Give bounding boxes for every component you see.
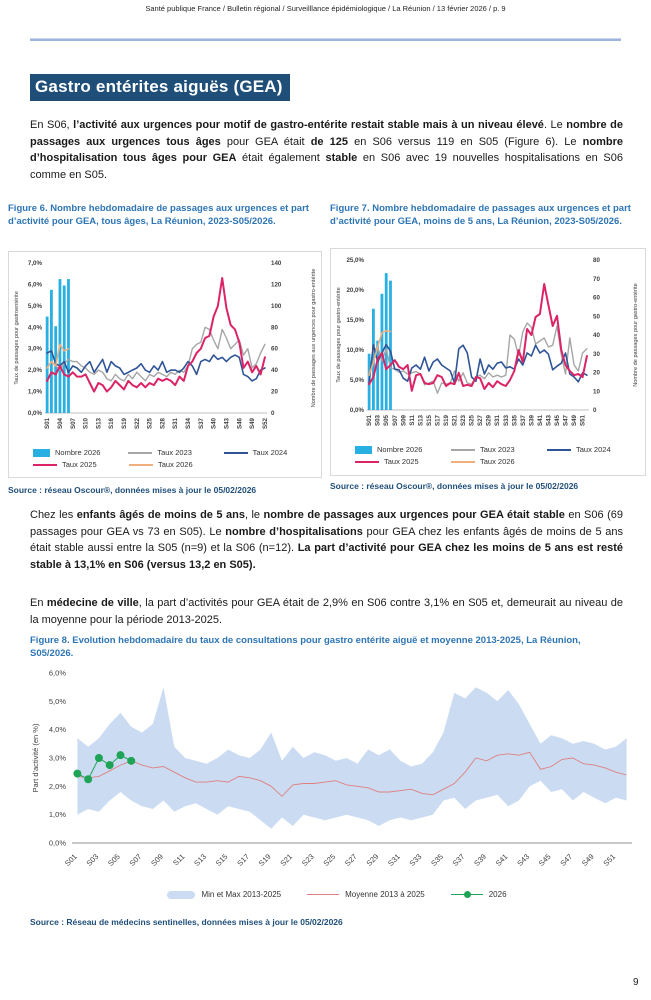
paragraph-medecine-ville: En médecine de ville, la part d’activités pour GEA était de 2,9% en S06 contre 3,1% en S05 et, demeurait au niveau de la moyenne pour la période 2013-2025. <box>30 597 624 626</box>
legend-item: Nombre 2026 <box>355 445 451 454</box>
svg-text:20: 20 <box>271 388 278 396</box>
figure6-source: Source : réseau Oscour®, données mises à jour le 05/02/2026 <box>8 485 257 495</box>
paragraph-urgences: En S06, l’activité aux urgences pour motif de gastro-entérite restait stable mais à un niveau élevé. Le nombre de passages aux urgences tous âges pour GEA était de 125 en S06 versus 119 en S05 (Figure 6). Le nombre d’hospitalisation tous âges pour GEA était également stable en S06 avec 19 nouvelles hospitalisations en S06 comme en S05. <box>30 119 624 181</box>
svg-text:S40: S40 <box>210 418 218 430</box>
svg-text:3,0%: 3,0% <box>27 345 42 353</box>
svg-text:S43: S43 <box>545 415 553 427</box>
svg-text:4,0%: 4,0% <box>48 725 66 735</box>
svg-text:S04: S04 <box>56 418 64 430</box>
figure6-chart <box>11 255 319 469</box>
svg-text:S45: S45 <box>536 852 553 868</box>
svg-text:S15: S15 <box>425 415 433 427</box>
svg-text:S03: S03 <box>84 852 101 868</box>
page-header: Santé publique France / Bulletin régional / Surveilllance épidémiologique / La Réunion / 13 février 2026 / p. 9 <box>145 4 506 13</box>
legend-item: Taux 2023 <box>128 448 223 457</box>
svg-text:60: 60 <box>271 345 278 353</box>
svg-text:S37: S37 <box>450 852 467 868</box>
svg-text:S39: S39 <box>528 415 536 427</box>
legend-item: Taux 2025 <box>355 457 451 466</box>
svg-text:S11: S11 <box>171 852 187 868</box>
legend-item: Min et Max 2013-2025 <box>167 890 281 899</box>
svg-text:0: 0 <box>593 407 597 414</box>
svg-text:15,0%: 15,0% <box>346 317 364 324</box>
svg-text:S49: S49 <box>579 852 596 868</box>
svg-text:S13: S13 <box>95 418 103 430</box>
svg-text:S47: S47 <box>558 852 575 868</box>
svg-text:S43: S43 <box>223 418 231 430</box>
svg-text:S05: S05 <box>106 852 122 868</box>
legend-item: Taux 2026 <box>129 460 225 469</box>
svg-text:S11: S11 <box>408 415 416 426</box>
svg-text:S37: S37 <box>197 418 205 430</box>
svg-text:S28: S28 <box>159 418 167 430</box>
svg-text:0: 0 <box>271 410 275 417</box>
legend-item: Taux 2024 <box>547 445 643 454</box>
svg-text:S37: S37 <box>519 415 527 427</box>
svg-text:S41: S41 <box>536 415 544 427</box>
svg-text:S31: S31 <box>172 418 180 430</box>
svg-text:S21: S21 <box>278 852 295 868</box>
svg-text:S15: S15 <box>213 852 230 868</box>
svg-text:0,0%: 0,0% <box>48 838 66 848</box>
figure7-source: Source : réseau Oscour®, données mises à jour le 05/02/2026 <box>330 481 579 491</box>
svg-text:3,0%: 3,0% <box>48 753 66 763</box>
svg-text:S07: S07 <box>391 415 399 427</box>
svg-text:Taux de passages pour gastro-e: Taux de passages pour gastro-entérite <box>336 287 342 383</box>
svg-text:100: 100 <box>271 302 282 310</box>
svg-text:S10: S10 <box>82 418 90 430</box>
svg-text:S25: S25 <box>468 415 476 427</box>
figure7-panel <box>330 248 646 476</box>
svg-text:10,0%: 10,0% <box>346 347 364 354</box>
svg-text:S46: S46 <box>236 418 244 430</box>
svg-text:5,0%: 5,0% <box>27 302 42 310</box>
svg-text:S33: S33 <box>502 415 510 427</box>
legend-item: Taux 2025 <box>33 460 129 469</box>
svg-text:S51: S51 <box>601 852 618 868</box>
svg-text:S41: S41 <box>493 852 510 868</box>
svg-text:4,0%: 4,0% <box>27 324 42 332</box>
svg-text:S19: S19 <box>256 852 273 868</box>
svg-text:S34: S34 <box>185 418 193 430</box>
svg-text:S16: S16 <box>108 418 116 430</box>
svg-text:S43: S43 <box>515 852 532 868</box>
svg-text:70: 70 <box>593 275 600 283</box>
svg-text:1,0%: 1,0% <box>27 388 42 396</box>
svg-text:Nombre de passages pour gastro: Nombre de passages pour gastro-entérite <box>633 283 639 387</box>
svg-text:S27: S27 <box>477 415 485 427</box>
svg-text:S09: S09 <box>400 415 408 427</box>
svg-text:S19: S19 <box>120 418 128 430</box>
svg-text:2,0%: 2,0% <box>27 367 42 375</box>
svg-text:20,0%: 20,0% <box>346 287 364 294</box>
svg-text:S39: S39 <box>472 852 489 868</box>
svg-text:S23: S23 <box>299 852 316 868</box>
svg-text:50: 50 <box>593 313 600 321</box>
legend-item: Taux 2024 <box>224 448 319 457</box>
svg-text:S29: S29 <box>485 415 493 427</box>
svg-text:S52: S52 <box>261 418 269 430</box>
svg-text:S45: S45 <box>553 415 561 427</box>
figure7-caption: Figure 7. Nombre hebdomadaire de passages aux urgences et part d’activité pour GEA, moins de 5 ans, La Réunion, 2023-S05/2026. <box>330 203 631 227</box>
svg-text:S33: S33 <box>407 852 424 868</box>
legend-item: 2026 <box>451 890 507 899</box>
svg-text:S21: S21 <box>451 415 459 427</box>
svg-text:S07: S07 <box>127 852 144 868</box>
figure8-source: Source : Réseau de médecins sentinelles, données mises à jour le 05/02/2026 <box>30 917 343 927</box>
figure7-chart <box>333 252 643 466</box>
svg-text:Part d'activité (en %): Part d'activité (en %) <box>31 723 40 793</box>
svg-text:1,0%: 1,0% <box>48 810 66 820</box>
svg-text:S29: S29 <box>364 852 381 868</box>
figure8-chart <box>26 663 648 899</box>
legend-item: Taux 2023 <box>451 445 547 454</box>
svg-text:S19: S19 <box>442 415 450 427</box>
svg-text:80: 80 <box>271 324 278 332</box>
legend-item: Taux 2026 <box>451 457 547 466</box>
legend-item: Moyenne 2013 à 2025 <box>307 890 425 899</box>
svg-text:S35: S35 <box>511 415 519 427</box>
svg-text:S09: S09 <box>149 852 165 868</box>
svg-text:10: 10 <box>593 388 600 396</box>
svg-text:S35: S35 <box>429 852 445 868</box>
svg-text:5,0%: 5,0% <box>349 377 364 384</box>
svg-text:140: 140 <box>271 260 282 267</box>
svg-text:120: 120 <box>271 281 282 289</box>
svg-text:S27: S27 <box>342 852 359 868</box>
svg-text:S22: S22 <box>133 418 141 430</box>
figure8-caption: Figure 8. Evolution hebdomadaire du taux de consultations pour gastro entérite aiguë et moyenne 2013-2025, La Réunion, S05/2026. <box>30 635 581 659</box>
svg-text:40: 40 <box>271 367 278 375</box>
page-number: 9 <box>633 977 639 988</box>
svg-text:S49: S49 <box>249 418 257 430</box>
svg-text:40: 40 <box>593 332 600 339</box>
svg-text:S49: S49 <box>571 415 579 427</box>
svg-text:S47: S47 <box>562 415 570 427</box>
svg-text:S03: S03 <box>374 415 382 427</box>
svg-text:6,0%: 6,0% <box>27 281 42 289</box>
svg-text:Taux de passages pour gastroe: Taux de passages pour gastroentérite <box>14 291 20 385</box>
legend-item: Nombre 2026 <box>33 448 128 457</box>
svg-text:S01: S01 <box>366 415 374 427</box>
figure6-caption: Figure 6. Nombre hebdomadaire de passages aux urgences et part d’activité pour GEA, tous âges, La Réunion, 2023-S05/2026. <box>8 203 309 227</box>
svg-text:S25: S25 <box>321 852 338 868</box>
svg-text:S07: S07 <box>69 418 77 430</box>
svg-text:S01: S01 <box>44 418 52 430</box>
svg-text:25,0%: 25,0% <box>346 257 364 264</box>
svg-text:0,0%: 0,0% <box>27 410 42 417</box>
svg-text:20: 20 <box>593 369 600 377</box>
svg-text:S13: S13 <box>192 852 209 868</box>
svg-text:0,0%: 0,0% <box>349 407 364 414</box>
svg-text:S17: S17 <box>235 852 252 868</box>
svg-text:S51: S51 <box>579 415 587 427</box>
svg-text:7,0%: 7,0% <box>27 260 42 267</box>
svg-text:S31: S31 <box>494 415 502 427</box>
svg-text:S01: S01 <box>62 852 79 868</box>
svg-text:5,0%: 5,0% <box>48 696 66 706</box>
paragraph-enfants: Chez les enfants âgés de moins de 5 ans, le nombre de passages aux urgences pour GEA était stable en S06 (69 passages pour GEA vs 73 en S05). Le nombre d’hospitalisations pour GEA chez les enfants âgés de moins de 5 ans était stable aussi entre la S05 (n=9) et la S06 (n=12). La part d’activité pour GEA chez les moins de 5 ans est resté stable à 13,1% en S06 (versus 13,2 en S05). <box>30 509 624 571</box>
header-rule <box>30 38 621 41</box>
svg-text:S05: S05 <box>383 415 391 427</box>
svg-text:6,0%: 6,0% <box>48 668 66 678</box>
svg-text:S31: S31 <box>386 852 402 868</box>
svg-text:S17: S17 <box>434 415 442 427</box>
svg-text:80: 80 <box>593 257 600 264</box>
svg-text:Nombre de passages aux urgence: Nombre de passages aux urgences pour gastro-entérite <box>311 268 317 408</box>
svg-text:S25: S25 <box>146 418 154 430</box>
svg-text:60: 60 <box>593 294 600 302</box>
svg-text:30: 30 <box>593 350 600 358</box>
svg-text:S13: S13 <box>417 415 425 427</box>
svg-text:S23: S23 <box>460 415 468 427</box>
svg-text:2,0%: 2,0% <box>48 781 66 791</box>
figure6-panel <box>8 251 322 478</box>
section-title: Gastro entérites aiguës (GEA) <box>30 74 290 101</box>
